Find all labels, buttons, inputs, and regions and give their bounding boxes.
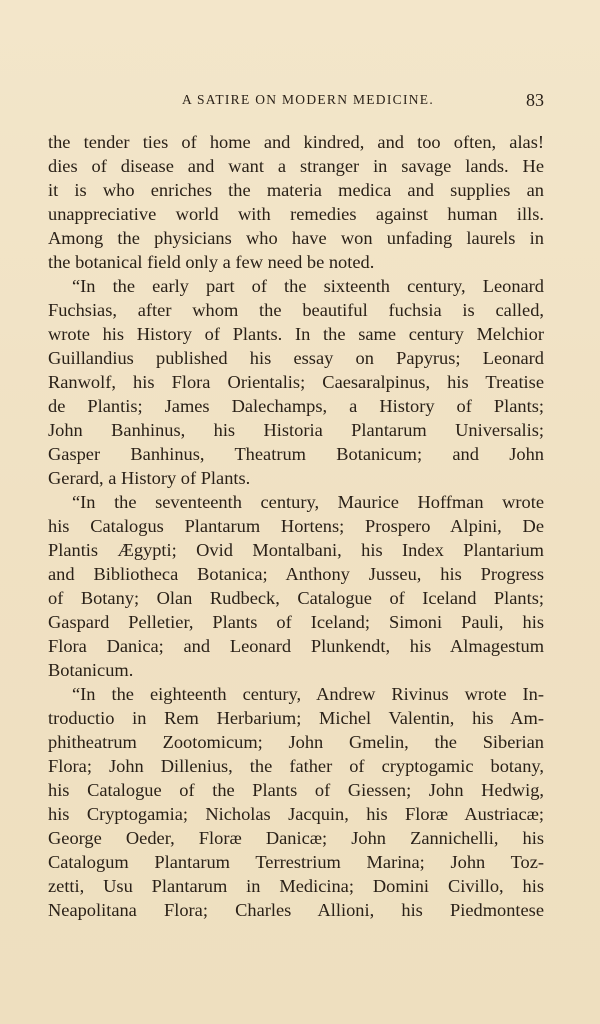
text-line: Plantis Ægypti; Ovid Montalbani, his Index Plantarium: [48, 540, 544, 560]
running-head: [48, 90, 544, 114]
text-line: Catalogum Plantarum Terrestrium Marina; John Toz-: [48, 852, 544, 872]
text-line: unappreciative world with remedies against human ills.: [48, 204, 544, 224]
text-line: and Bibliotheca Botanica; Anthony Jusseu, his Progress: [48, 564, 544, 584]
text-line: Flora Danica; and Leonard Plunkendt, his Almagestum: [48, 636, 544, 656]
text-line: “In the early part of the sixteenth century, Leonard: [72, 276, 544, 296]
text-line: “In the eighteenth century, Andrew Rivinus wrote In-: [72, 684, 544, 704]
text-line: it is who enriches the materia medica and supplies an: [48, 180, 544, 200]
text-line: Gerard, a History of Plants.: [48, 468, 251, 488]
text-line: zetti, Usu Plantarum in Medicina; Domini Civillo, his: [48, 876, 544, 896]
running-title: A SATIRE ON MODERN MEDICINE.: [181, 92, 435, 107]
text-line: Guillandius published his essay on Papyrus; Leonard: [48, 348, 544, 368]
text-line: his Catalogus Plantarum Hortens; Prospero Alpini, De: [48, 516, 544, 536]
text-line: phitheatrum Zootomicum; John Gmelin, the Siberian: [48, 732, 544, 752]
text-line: his Cryptogamia; Nicholas Jacquin, his Floræ Austriacæ;: [48, 804, 544, 824]
text-line: John Banhinus, his Historia Plantarum Universalis;: [48, 420, 544, 440]
text-line: Gaspard Pelletier, Plants of Iceland; Simoni Pauli, his: [48, 612, 544, 632]
text-line: de Plantis; James Dalechamps, a History of Plants;: [48, 396, 544, 416]
text-line: his Catalogue of the Plants of Giessen; John Hedwig,: [48, 780, 544, 800]
text-line: the tender ties of home and kindred, and too often, alas!: [48, 132, 544, 152]
text-line: Neapolitana Flora; Charles Allioni, his Piedmontese: [48, 900, 544, 920]
text-line: wrote his History of Plants. In the same century Melchior: [48, 324, 544, 344]
text-line: troductio in Rem Herbarium; Michel Valentin, his Am-: [48, 708, 544, 728]
body-text: [48, 130, 544, 922]
text-line: Botanicum.: [48, 660, 134, 680]
text-line: the botanical field only a few need be noted.: [48, 252, 375, 272]
text-line: George Oeder, Floræ Danicæ; John Zannichelli, his: [48, 828, 544, 848]
text-line: Ranwolf, his Flora Orientalis; Caesaralpinus, his Treatise: [48, 372, 544, 392]
text-line: Among the physicians who have won unfading laurels in: [48, 228, 544, 248]
text-line: Fuchsias, after whom the beautiful fuchsia is called,: [48, 300, 544, 320]
text-line: Gasper Banhinus, Theatrum Botanicum; and John: [48, 444, 544, 464]
text-line: “In the seventeenth century, Maurice Hoffman wrote: [72, 492, 544, 512]
text-line: of Botany; Olan Rudbeck, Catalogue of Iceland Plants;: [48, 588, 544, 608]
text-line: Flora; John Dillenius, the father of cryptogamic botany,: [48, 756, 544, 776]
page-number: 83: [526, 90, 544, 110]
text-line: dies of disease and want a stranger in savage lands. He: [48, 156, 544, 176]
